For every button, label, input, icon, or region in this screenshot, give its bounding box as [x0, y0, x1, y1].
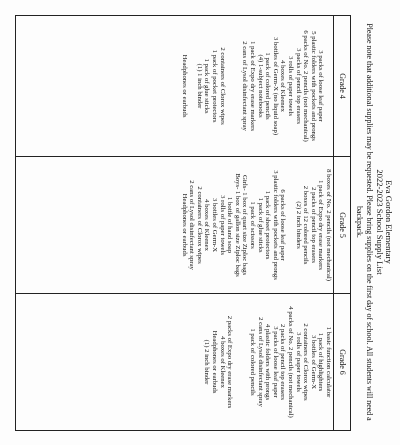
list-spacer — [233, 295, 241, 429]
list-item: 3 plastic folders with pockets and prongs — [271, 170, 279, 280]
list-item: 2 containers of Clorox wipes — [195, 186, 203, 264]
list-item: 2 packs of pencil top erasers — [279, 324, 287, 400]
list-item: 4 plastic folders with prongs — [264, 323, 272, 401]
list-item: Headphones or earbuds — [180, 54, 188, 118]
grade-4-header: Grade 4 — [334, 16, 351, 157]
list-item: 1 pack of Expo dry erase markers — [249, 41, 257, 131]
grade-6-header: Grade 6 — [334, 294, 351, 431]
list-spacer — [241, 295, 249, 429]
list-item: 2 cans of Lysol disinfectant spray — [188, 180, 196, 270]
list-item: 2 packs of pencil top erasers — [309, 187, 317, 264]
list-item: 3 bottles of Germ-X — [211, 198, 219, 253]
list-item: Girls- 1 box of quart size Ziploc bags — [241, 175, 249, 276]
list-item: 1 pack of colored pencils — [264, 52, 272, 120]
list-item: (2) 2 inch binders — [294, 201, 302, 249]
grade-5-header: Grade 5 — [334, 157, 351, 294]
list-item: 3 packs of pencil top erasers — [294, 48, 302, 125]
supply-note: Please note that additional supplies may be requested. Please bring supplies on the first day of school. All students will need a backpack. — [355, 23, 374, 421]
list-item: 1 basic function calculator — [325, 326, 332, 398]
supply-table — [15, 15, 351, 431]
list-title: 2022-2023 School Supply List — [375, 169, 385, 275]
list-item: 1 pack of sheet protectors — [264, 190, 272, 260]
list-item: 4 boxes of Kleenex — [218, 336, 226, 388]
list-item: 3 bottles of Germ-X — [309, 334, 317, 390]
list-spacer — [226, 17, 234, 155]
list-item: 3 bottles of Germ-X (no liquid soap) — [271, 37, 279, 136]
list-item: 3 rolls of paper towels — [287, 56, 295, 116]
list-item: 3 packs of loose leaf paper — [317, 50, 325, 122]
list-item: (4) 1-subject notebooks — [256, 54, 264, 118]
list-item: 1 pack of glue sticks — [256, 197, 264, 253]
list-item: 4 packs of No. 2 pencils (not mechanical) — [287, 306, 295, 418]
list-item: 4 boxes of Kleenex — [279, 60, 287, 112]
list-item: 3 rolls of paper towels — [294, 332, 302, 392]
list-item: 2 containers of Clorox wipes — [302, 323, 310, 401]
list-item: 6 packs of loose leaf paper — [279, 189, 287, 261]
list-item: 1 bottle of hand soap — [226, 197, 234, 254]
list-item: 4 boxes of Kleenex — [203, 199, 211, 251]
list-item: 1 pack of highlighters — [317, 332, 325, 392]
table-row — [16, 16, 334, 431]
list-item: 6 packs of No. 2 pencils (not mechanical) — [302, 30, 310, 142]
list-item: 2 cans of Lysol disinfectant spray — [256, 317, 264, 407]
list-spacer — [324, 17, 332, 155]
grade-4-items — [16, 16, 334, 157]
list-item: 8 boxes of No. 2 pencils (not mechanical) — [325, 169, 332, 281]
list-item: (1) 2 inch binder — [203, 339, 211, 385]
supply-list-page — [4, 7, 396, 437]
list-item: Headphones or earbuds — [211, 330, 219, 394]
list-spacer — [233, 17, 241, 155]
list-item: 1 pack of colored pencils — [249, 328, 257, 396]
list-item: 3 rolls of paper towels — [218, 195, 226, 255]
school-name: Eva Gordon Elementary — [384, 180, 394, 264]
list-item: (1) 1 inch binder — [195, 63, 203, 109]
list-spacer — [188, 17, 196, 155]
list-item: 2 cans of Lysol disinfectant spray — [241, 41, 249, 131]
list-item: 2 boxes of 12 colored pencils — [302, 185, 310, 265]
list-item: 1 pack of Expo dry erase markers — [317, 180, 325, 270]
list-item: 1 pack of scissors — [249, 201, 257, 249]
list-item: Boys- 1 box of gallon size Ziploc bags — [233, 173, 241, 277]
list-item: 2 packs of Expo dry erase markers — [226, 315, 234, 409]
grade-5-items — [16, 157, 334, 294]
table-header-row — [334, 16, 351, 431]
grade-6-items — [16, 294, 334, 431]
list-item: 5 plastic folders with pockets and prongs — [309, 31, 317, 141]
list-item: Headphones or earbuds — [180, 193, 188, 257]
list-item: 1 pack of pocket protectors — [211, 49, 219, 123]
list-item: 3 packs of loose leaf paper — [271, 326, 279, 398]
list-spacer — [286, 158, 294, 292]
list-item: 2 containers of Clorox wipes — [218, 47, 226, 125]
list-item: 1 pack of glue sticks — [203, 58, 211, 114]
